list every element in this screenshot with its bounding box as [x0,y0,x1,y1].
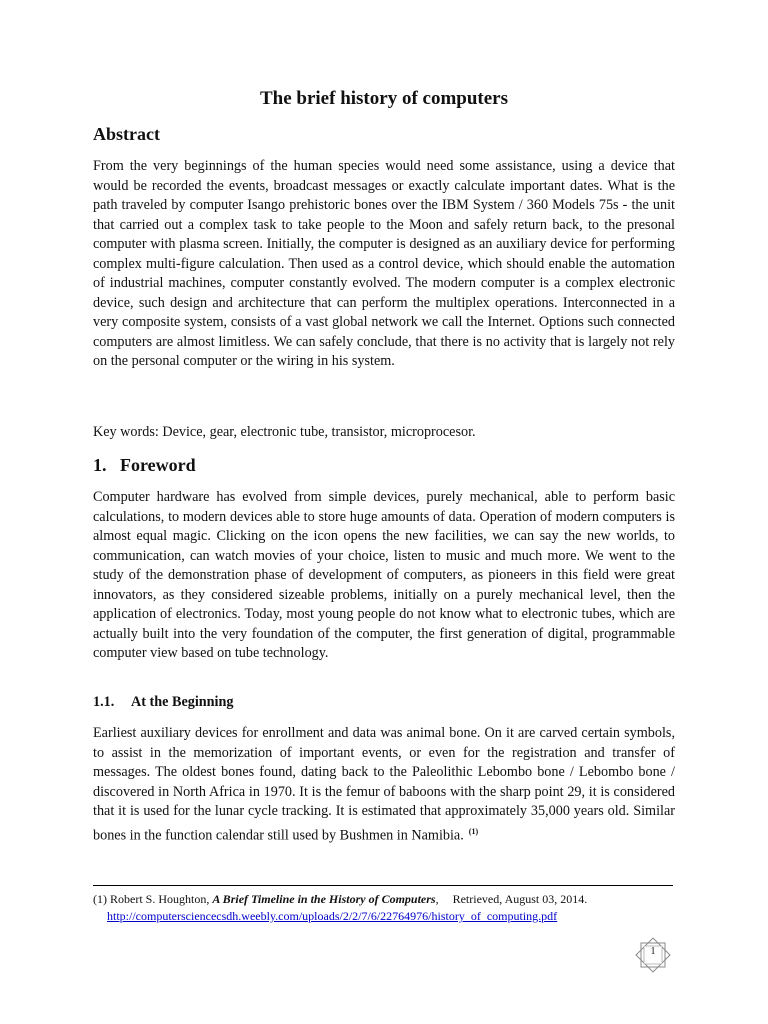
document-title: The brief history of computers [259,88,509,109]
page-number: 1 [650,946,656,957]
abstract-heading: Abstract [93,124,160,144]
subsection-heading-beginning [93,694,233,711]
footnote-link-line [93,908,683,925]
section-number: 1. [93,455,107,475]
subsection-number: 1.1. [93,694,115,710]
footnote-retrieved: Retrieved, August 03, 2014. [452,892,588,906]
beginning-text: Earliest auxiliary devices for enrollment and data was animal bone. On it are carved certain symbols, to assist in the memorization of important events, or even for the registration and transfer of messages. The oldest bones found, dating back to the Paleolithic Lebombo bone / Lebombo bone / discovered in North Africa in 1970. It is the femur of baboons with the sharp point 29, it is considered that it is used for the lunar cycle tracking. It is estimated that approximately 35,000 years old. Similar bones in the function calendar still used by Bushmen in Namibia. [93,725,675,844]
footnote-citation: (1) Robert S. Houghton, A Brief Timeline in the History of Computers, Retrieved, August 03, 2014. [93,892,588,906]
section-title: Foreword [120,455,196,475]
footnote-reference[interactable]: (1) [468,826,479,836]
keywords-line: Key words: Device, gear, electronic tube, transistor, microprocesor. [93,424,476,440]
foreword-paragraph: Computer hardware has evolved from simple devices, purely mechanical, able to perform basic calculations, to modern devices able to store huge amounts of data. Operation of modern computers is almost equal magic. Clicking on the icon opens the new facilities, we can say the new worlds, to communication, can watch movies of your choice, listen to music and much more. We went to the study of the demonstration phase of development of computers, as pioneers in this field were great innovators, as they considered sizeable problems, initially on a purely mechanical level, then the application of electronics. Today, most young people do not know what to electronic tubes, which are actually built into the very foundation of the computer, the first generation of digital, programmable computer view based on tube technology. [93,489,675,661]
footnote-author: Robert S. Houghton, [110,892,210,906]
abstract-paragraph: From the very beginnings of the human species would need some assistance, using a device that would be recorded the events, broadcast messages or exactly calculate important dates. What is the path traveled by computer Isango prehistoric bones over the IBM System / 360 Models 75s - the unit that carried out a complex task to take people to the Moon and safely return back, to the presonal computer with plasma screen. Initially, the computer is designed as an auxiliary device for performing complex multi-figure calculation. Then used as a control device, which should enable the automation of industrial machines, computer constantly evolved. The modern computer is a complex electronic device, such design and architecture that can perform the multiplex operations. Interconnected in a very composite system, consists of a vast global network we call the Internet. Options such connected computers are almost limitless. We can safely conclude, that there is no activity that is largely not rely on the personal computer or the wiring in his system. [93,158,675,369]
subsection-title: At the Beginning [131,694,234,710]
footnote-marker: (1) [93,892,107,906]
footnote-work-title: A Brief Timeline in the History of Computers [212,892,436,906]
footnote-divider [93,885,673,886]
footnote-url-link[interactable]: http://computersciencecsdh.weebly.com/uploads/2/2/7/6/22764976/history_of_computing.pdf [107,909,558,923]
beginning-paragraph [93,724,675,846]
footnote [93,891,683,925]
section-heading-foreword [93,455,196,476]
